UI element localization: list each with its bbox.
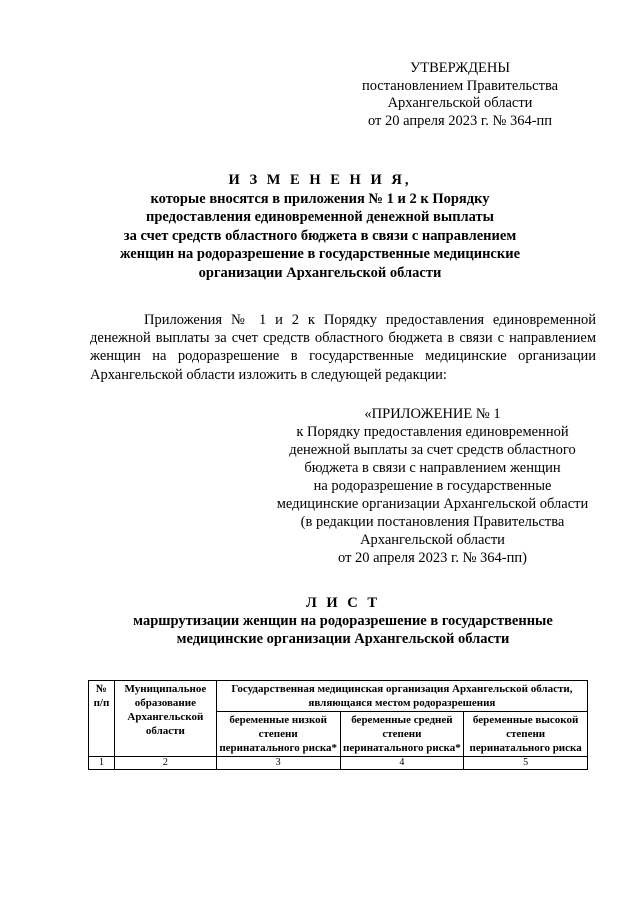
changes-subtitle-line: предоставления единовременной денежной выплаты [146, 209, 494, 225]
col-number-header: № п/п [89, 681, 115, 757]
approval-line: постановлением Правительства [361, 77, 559, 94]
column-number-cell: 5 [464, 757, 588, 770]
column-number-cell: 4 [340, 757, 464, 770]
appendix-line: (в редакции постановления Правительства [300, 514, 565, 530]
approval-block [360, 60, 560, 130]
appendix-header [265, 405, 600, 567]
col-low-risk-header: беременные низкой степени перинатального риска* [216, 712, 340, 757]
changes-subtitle-line: которые вносятся в приложения № 1 и 2 к Порядку [150, 190, 490, 207]
appendix-line: на родоразрешение в государственные [313, 478, 552, 494]
column-number-cell: 1 [89, 757, 115, 770]
appendix-line: медицинские организации Архангельской области [276, 496, 589, 512]
appendix-line: Архангельской области [360, 532, 505, 548]
intro-text: Приложения № 1 и 2 к Порядку предоставления единовременной денежной выплаты за счет средств областного бюджета в связи с направлением женщин на родоразрешение в государственные медицинские организации Архангельской области изложить в следующей редакции: [90, 312, 596, 383]
list-subtitle-line: маршрутизации женщин на родоразрешение в государственные [133, 613, 553, 629]
column-number-cell: 2 [114, 757, 216, 770]
approval-line: Архангельской области [387, 95, 533, 111]
list-heading: Л И С Т [305, 595, 381, 611]
column-number-cell: 3 [216, 757, 340, 770]
approval-line: УТВЕРЖДЕНЫ [409, 60, 511, 76]
appendix-line: «ПРИЛОЖЕНИЕ № 1 [364, 406, 501, 422]
table-header-row [89, 681, 588, 712]
intro-paragraph [90, 311, 596, 384]
col-high-risk-header: беременные высокой степени перинатального риска [464, 712, 588, 757]
appendix-line: от 20 апреля 2023 г. № 364-пп) [338, 550, 527, 566]
changes-subtitle-line: женщин на родоразрешение в государственные медицинские [119, 246, 521, 262]
routing-table [88, 680, 588, 770]
changes-title [90, 171, 550, 282]
changes-subtitle-line: за счет средств областного бюджета в связи с направлением [123, 227, 517, 244]
appendix-line: денежной выплаты за счет средств областного [289, 442, 576, 458]
list-subtitle-line: медицинские организации Архангельской области [176, 631, 510, 647]
changes-heading: И З М Е Н Е Н И Я, [228, 172, 412, 188]
appendix-line: к Порядку предоставления единовременной [296, 424, 569, 440]
approval-line: от 20 апреля 2023 г. № 364-пп [367, 112, 553, 129]
appendix-line: бюджета в связи с направлением женщин [304, 460, 561, 476]
changes-subtitle-line: организации Архангельской области [198, 264, 442, 281]
col-organization-header: Государственная медицинская организация Архангельской области, являющаяся местом родоразрешения [216, 681, 587, 712]
list-title [90, 594, 596, 648]
col-medium-risk-header: беременные средней степени перинатального риска* [340, 712, 464, 757]
table-row [89, 757, 588, 770]
col-municipality-header: Муниципальное образование Архангельской области [114, 681, 216, 757]
